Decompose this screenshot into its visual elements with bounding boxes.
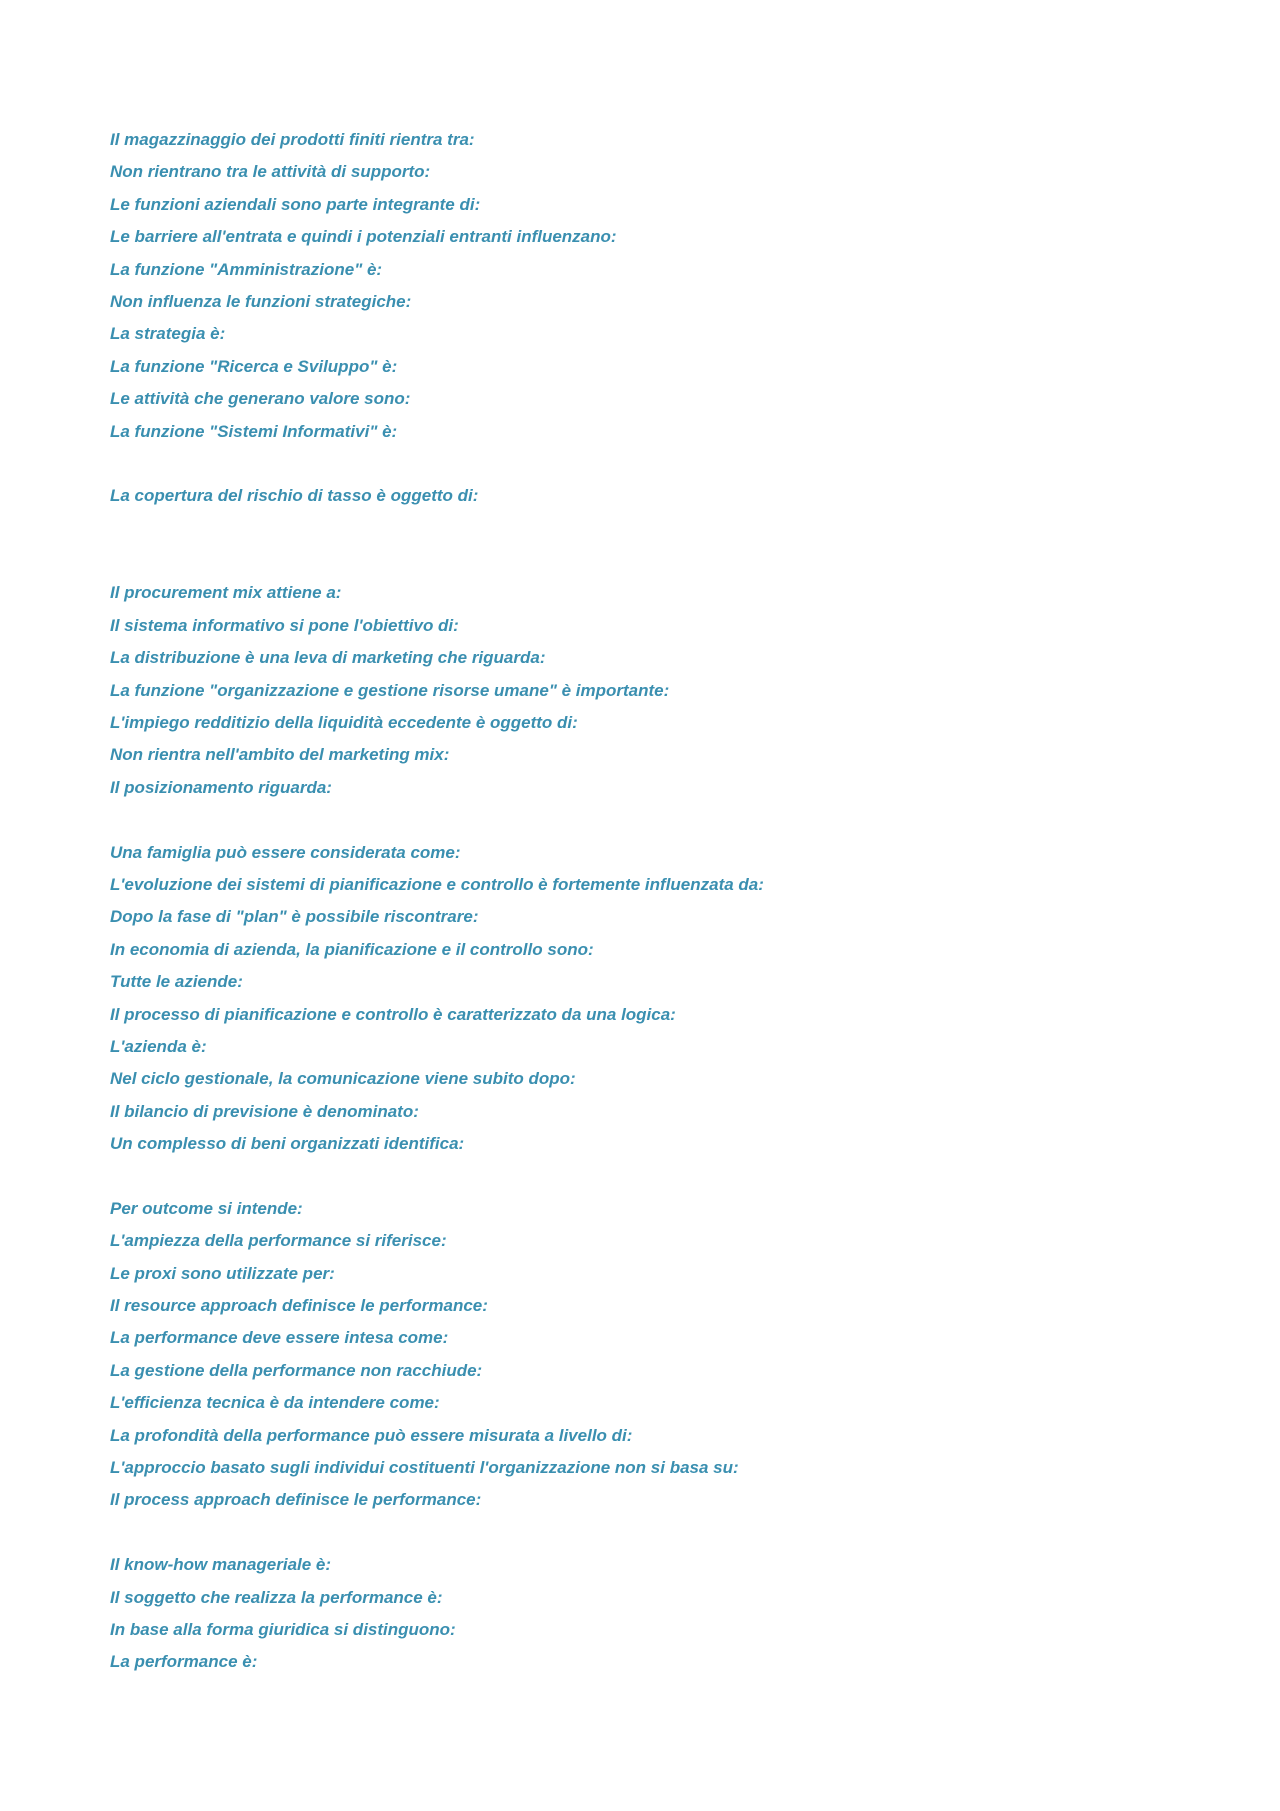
question-item: Il magazzinaggio dei prodotti finiti rientra tra: bbox=[110, 130, 475, 149]
question-item: Il sistema informativo si pone l'obiettivo di: bbox=[110, 615, 459, 635]
question-item: La funzione "organizzazione e gestione risorse umane" è importante: bbox=[110, 680, 670, 700]
question-item: La profondità della performance può essere misurata a livello di: bbox=[110, 1425, 633, 1445]
question-item: Il posizionamento riguarda: bbox=[110, 777, 332, 797]
question-item: La funzione "Amministrazione" è: bbox=[110, 259, 383, 279]
question-item: Non influenza le funzioni strategiche: bbox=[110, 291, 412, 311]
question-item: Per outcome si intende: bbox=[110, 1198, 303, 1218]
question-item: Le proxi sono utilizzate per: bbox=[110, 1263, 335, 1283]
question-item: Non rientrano tra le attività di supporto: bbox=[110, 162, 431, 182]
question-item: La funzione "Sistemi Informativi" è: bbox=[110, 421, 398, 441]
question-item: Il processo di pianificazione e controllo è caratterizzato da una logica: bbox=[110, 1004, 676, 1024]
question-item: Il process approach definisce le performance: bbox=[110, 1490, 482, 1510]
blank-line bbox=[110, 1161, 1210, 1193]
question-item: L'ampiezza della performance si riferisce: bbox=[110, 1231, 447, 1251]
question-item: Nel ciclo gestionale, la comunicazione viene subito dopo: bbox=[110, 1069, 576, 1089]
question-item: Il bilancio di previsione è denominato: bbox=[110, 1101, 419, 1121]
question-item: L'impiego redditizio della liquidità eccedente è oggetto di: bbox=[110, 713, 578, 733]
question-item: Dopo la fase di "plan" è possibile riscontrare: bbox=[110, 907, 479, 927]
question-item: Le barriere all'entrata e quindi i potenziali entranti influenzano: bbox=[110, 227, 617, 247]
blank-line bbox=[110, 1517, 1210, 1549]
question-item: In base alla forma giuridica si distinguono: bbox=[110, 1619, 456, 1639]
question-item: Una famiglia può essere considerata come: bbox=[110, 842, 461, 862]
question-item: L'approccio basato sugli individui costituenti l'organizzazione non si basa su: bbox=[110, 1458, 739, 1478]
question-item: Tutte le aziende: bbox=[110, 972, 243, 992]
blank-line bbox=[110, 448, 1210, 480]
question-item: La performance deve essere intesa come: bbox=[110, 1328, 449, 1348]
question-item: La performance è: bbox=[110, 1652, 258, 1672]
question-item: Il resource approach definisce le performance: bbox=[110, 1296, 488, 1316]
question-item: L'evoluzione dei sistemi di pianificazione e controllo è fortemente influenzata da: bbox=[110, 875, 764, 894]
question-item: La strategia è: bbox=[110, 324, 226, 344]
question-item: La distribuzione è una leva di marketing che riguarda: bbox=[110, 648, 546, 668]
blank-lines bbox=[110, 513, 1210, 578]
question-item: Un complesso di beni organizzati identifica: bbox=[110, 1134, 465, 1154]
question-item: L'efficienza tecnica è da intendere come: bbox=[110, 1393, 440, 1413]
question-item: In economia di azienda, la pianificazione e il controllo sono: bbox=[110, 939, 594, 959]
blank-line bbox=[110, 804, 1210, 836]
question-item: Le attività che generano valore sono: bbox=[110, 389, 411, 409]
question-item: Il soggetto che realizza la performance è: bbox=[110, 1587, 443, 1607]
question-item: Le funzioni aziendali sono parte integrante di: bbox=[110, 194, 481, 214]
question-item: La funzione "Ricerca e Sviluppo" è: bbox=[110, 356, 398, 376]
question-item: Il know-how manageriale è: bbox=[110, 1555, 332, 1575]
question-item: La gestione della performance non racchiude: bbox=[110, 1360, 483, 1380]
question-item: La copertura del rischio di tasso è oggetto di: bbox=[110, 486, 479, 506]
question-item: L'azienda è: bbox=[110, 1036, 207, 1056]
question-item: Non rientra nell'ambito del marketing mix: bbox=[110, 745, 450, 765]
question-item: Il procurement mix attiene a: bbox=[110, 583, 342, 603]
question-list bbox=[110, 124, 1210, 1679]
